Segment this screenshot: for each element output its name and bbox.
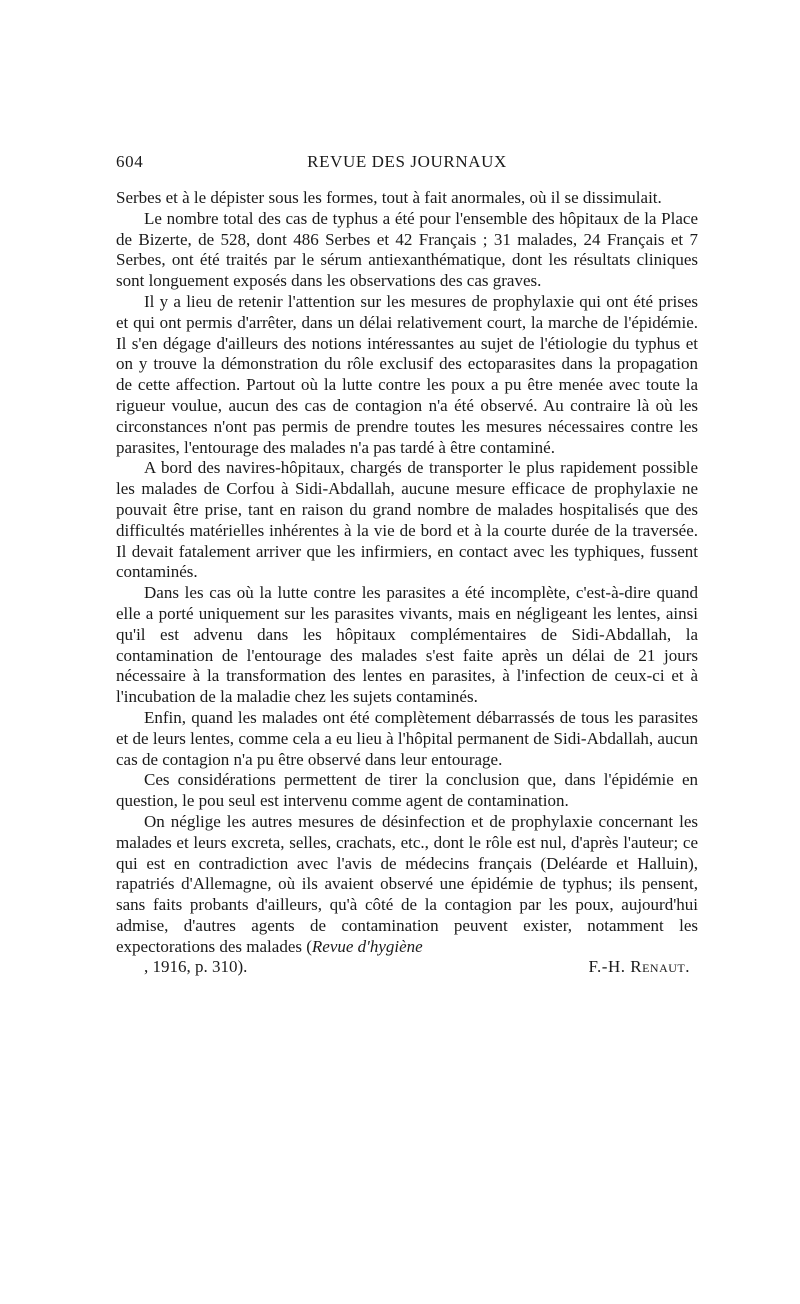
paragraph-incomplete-fight: Dans les cas où la lutte contre les parasites a été incomplète, c'est-à-dire quand elle a porté uniquement sur les parasites vivants, mais en négligeant les lentes, ainsi qu'il est advenu dans les hôpitaux complémentaires de Sidi-Abdallah, la contamination de l'entourage des malades s'est faite après un délai de 21 jours nécessaire à la transformation des lentes en parasites, à l'infection de ceux-ci et à l'incubation de la maladie chez les sujets contaminés.: [116, 583, 698, 707]
journal-citation: Revue d'hygiène: [311, 936, 423, 956]
paragraph-complete-removal: Enfin, quand les malades ont été complètement débarrassés de tous les parasites et de leurs lentes, comme cela a eu lieu à l'hôpital permanent de Sidi-Abdallah, aucun cas de contagion n'a pu être observé dans leur entourage.: [116, 707, 698, 769]
final-text: On néglige les autres mesures de désinfection et de prophylaxie concernant les malades et leurs excreta, selles, crachats, etc., dont le rôle est nul, d'après l'auteur; ce qui est en contradiction avec l'avis de médecins français (Deléarde et Halluin), rapatriés d'Allemagne, où ils avaient observé une épidémie de typhus; ils pensent, sans faits probants d'ailleurs, qu'à côté de la contagion par les poux, aujourd'hui admise, d'autres agents de contamination peuvent exister, notamment les expectorations des malades (: [116, 811, 698, 956]
paragraph-hospital-ships: A bord des navires-hôpitaux, chargés de transporter le plus rapidement possible les malades de Corfou à Sidi-Abdallah, aucune mesure efficace de prophylaxie ne pouvait être prise, tant en raison du grand nombre de malades hospitalisés que des difficultés matérielles inhérentes à la vie de bord et à la courte durée de la traversée. Il devait fatalement arriver que les infirmiers, en contact avec les typhiques, fussent contaminés.: [116, 458, 698, 582]
citation-tail: , 1916, p. 310).: [144, 957, 248, 977]
running-head: REVUE DES JOURNAUX: [307, 152, 507, 171]
paragraph-final: [116, 812, 698, 978]
paragraph-conclusion: Ces considérations permettent de tirer la conclusion que, dans l'épidémie en question, le pou seul est intervenu comme agent de contamination.: [116, 770, 698, 811]
page-number: 604: [116, 152, 144, 171]
paragraph-prophylaxis: Il y a lieu de retenir l'attention sur les mesures de prophylaxie qui ont été prises et qui ont permis d'arrêter, dans un délai relativement court, la marche de l'épidémie. Il s'en dégage d'ailleurs des notions intéressantes au sujet de l'étiologie du typhus et on y trouve la démonstration du rôle exclusif des ectoparasites dans la propagation de cette affection. Partout où la lutte contre les poux a pu être menée avec toute la rigueur voulue, aucun des cas de contagion n'a été observé. Au contraire là où les circonstances n'ont pas permis de prendre toutes les mesures nécessaires contre les parasites, l'entourage des malades n'a pas tardé à être contaminé.: [116, 291, 698, 457]
page-header: [116, 152, 698, 178]
paragraph-case-totals: Le nombre total des cas de typhus a été pour l'ensemble des hôpitaux de la Place de Bizerte, de 528, dont 486 Serbes et 42 Français ; 31 malades, 24 Français et 7 Serbes, ont été traités par le sérum antiexanthématique, dont les résultats cliniques sont longuement exposés dans les observations des cas graves.: [116, 208, 698, 291]
signature-line: [116, 957, 698, 978]
article-body: [116, 188, 698, 978]
author-signature: F.-H. Renaut.: [588, 957, 690, 977]
paragraph-continued: Serbes et à le dépister sous les formes, tout à fait anormales, où il se dissimulait.: [116, 188, 662, 207]
